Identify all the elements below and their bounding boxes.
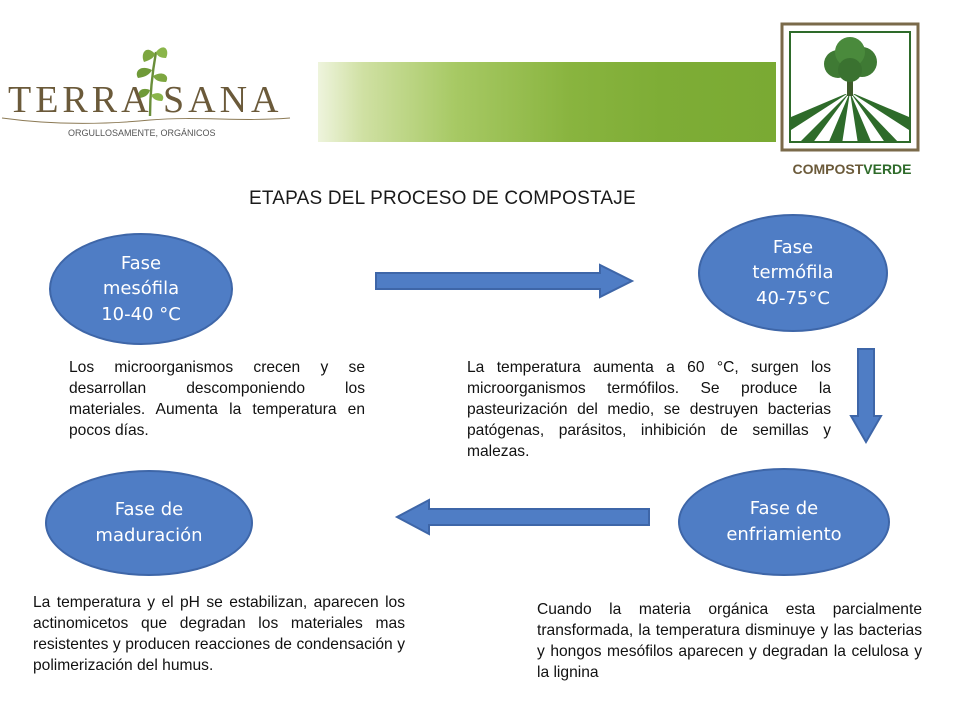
- phase-cooling-description: Cuando la materia orgánica esta parcialmente transformada, la temperatura disminuye y las bacterias y hongos mesófilos aparecen y degradan la celulosa y la lignina: [537, 601, 922, 681]
- compost-verde-logo: [778, 22, 928, 182]
- phase-mesophilic-label: Fase mesófila 10-40 °C: [101, 252, 181, 325]
- terra-sana-logo: [0, 40, 300, 150]
- terra-sana-logo-graphic: [0, 40, 300, 150]
- phase-thermophilic-description: La temperatura aumenta a 60 °C, surgen los microorganismos termófilos. Se produce la pasteurización del medio, se destruyen bacterias patógenas, parásitos, inhibición de semillas y malezas.: [467, 359, 831, 460]
- phase-cooling: [678, 468, 890, 576]
- phase-maturation-description: La temperatura y el pH se estabilizan, aparecen los actinomicetos que degradan los materiales mas resistentes y producen reacciones de condensación y polimerización del humus.: [33, 594, 405, 674]
- compost-verde-logo-graphic: [778, 22, 928, 182]
- arrow-right-icon: [375, 264, 635, 298]
- terra-sana-tagline: ORGULLOSAMENTE, ORGÁNICOS: [68, 128, 216, 138]
- page-title: ETAPAS DEL PROCESO DE COMPOSTAJE: [249, 188, 636, 209]
- header-banner: [318, 62, 776, 142]
- phase-mesophilic: [49, 233, 233, 345]
- phase-mesophilic-description: Los microorganismos crecen y se desarrollan descomponiendo los materiales. Aumenta la temperatura en pocos días.: [69, 359, 365, 439]
- svg-text:SANA: SANA: [163, 79, 283, 121]
- terra-sana-wordmark: TERRA: [8, 79, 153, 121]
- phase-thermophilic: [698, 214, 888, 332]
- phase-maturation-label: Fase de maduración: [95, 499, 203, 546]
- compost-verde-wordmark: COMPOSTVERDE: [792, 161, 912, 177]
- phase-thermophilic-label: Fase termófila 40-75°C: [752, 236, 834, 309]
- phase-cooling-label: Fase de enfriamiento: [726, 498, 842, 545]
- arrow-left-icon: [395, 499, 651, 535]
- arrow-down-icon: [850, 348, 882, 444]
- phase-maturation: [45, 470, 253, 576]
